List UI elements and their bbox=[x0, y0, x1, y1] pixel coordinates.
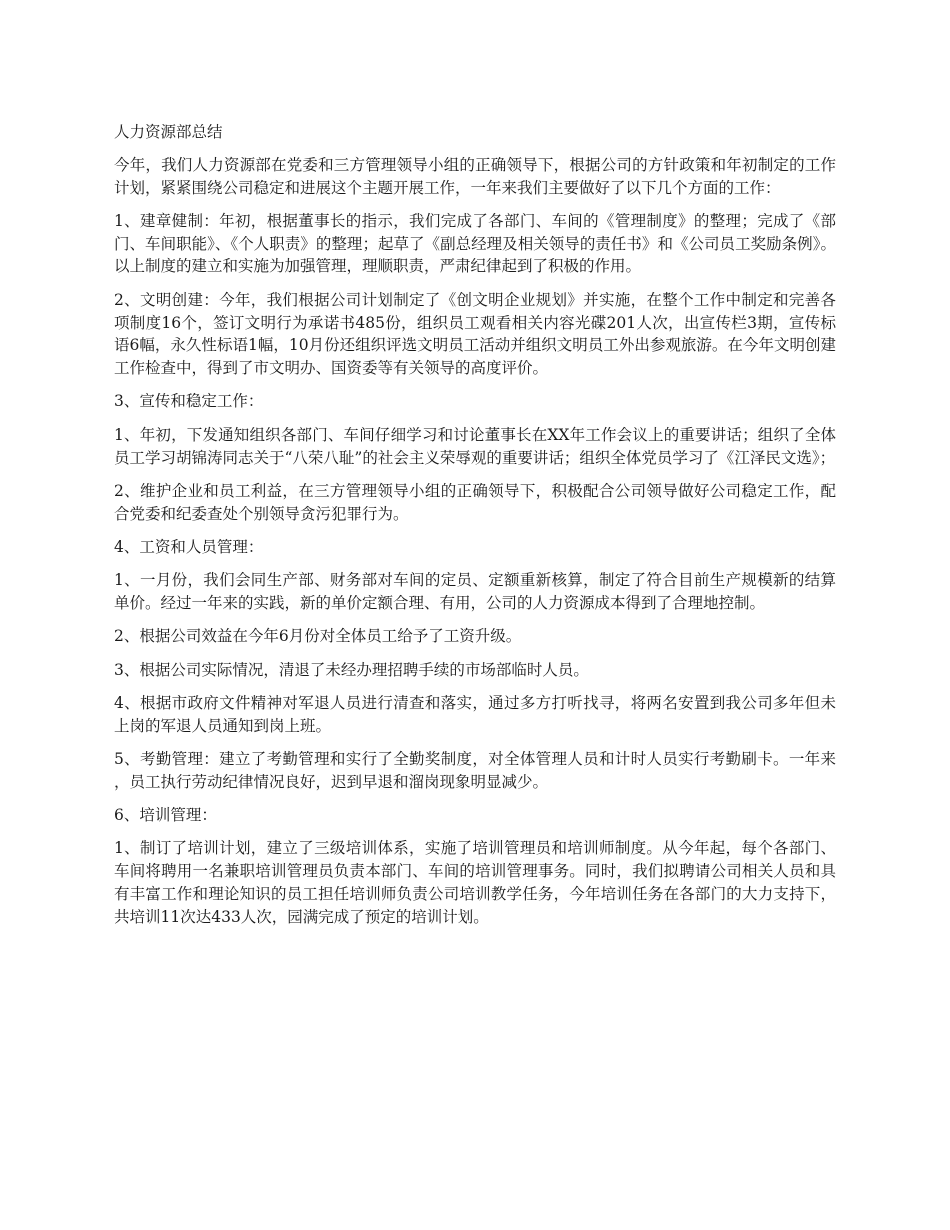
paragraph: 4、根据市政府文件精神对军退人员进行清查和落实，通过多方打听找寻，将两名安置到我公司多年但未上岗的军退人员通知到岗上班。 bbox=[114, 693, 836, 735]
paragraph: 今年，我们人力资源部在党委和三方管理领导小组的正确领导下，根据公司的方针政策和年初制定的工作计划，紧紧围绕公司稳定和进展这个主题开展工作，一年来我们主要做好了以下几个方面的工作： bbox=[114, 155, 836, 197]
document-title: 人力资源部总结 bbox=[114, 123, 223, 141]
paragraph: 2、根据公司效益在今年6月份对全体员工给予了工资升级。 bbox=[114, 627, 522, 646]
paragraph: 1、建章健制：年初，根据董事长的指示，我们完成了各部门、车间的《管理制度》的整理；完成了《部门、车间职能》、《个人职责》的整理；起草了《副总经理及相关领导的责任书》和《公司员工奖励条例》。以上制度的建立和实施为加强管理，理顺职责，严肃纪律起到了积极的作用。 bbox=[114, 211, 836, 276]
paragraph: 2、文明创建：今年，我们根据公司计划制定了《创文明企业规划》并实施，在整个工作中制定和完善各项制度16个，签订文明行为承诺书485份，组织员工观看相关内容光碟201人次，出宣传栏3期，宣传标语6幅，永久性标语1幅，10月份还组织评选文明员工活动并组织文明员工外出参观旅游。在今年文明创建工作检查中，得到了市文明办、国资委等有关领导的高度评价。 bbox=[114, 290, 836, 378]
section-heading: 6、培训管理： bbox=[114, 806, 217, 825]
paragraph: 1、年初，下发通知组织各部门、车间仔细学习和讨论董事长在XX年工作会议上的重要讲话；组织了全体员工学习胡锦涛同志关于“八荣八耻”的社会主义荣辱观的重要讲话；组织全体党员学习了《江泽民文选》； bbox=[114, 425, 836, 467]
paragraph: 1、制订了培训计划，建立了三级培训体系，实施了培训管理员和培训师制度。从今年起，每个各部门、车间将聘用一名兼职培训管理员负责本部门、车间的培训管理事务。同时，我们拟聘请公司相关人员和具有丰富工作和理论知识的员工担任培训师负责公司培训教学任务，今年培训任务在各部门的大力支持下，共培训11次达433人次，园满完成了预定的培训计划。 bbox=[114, 839, 836, 926]
paragraph: 1、一月份，我们会同生产部、财务部对车间的定员、定额重新核算，制定了符合目前生产规模新的结算单价。经过一年来的实践，新的单价定额合理、有用，公司的人力资源成本得到了合理地控制。 bbox=[114, 571, 836, 613]
section-heading: 4、工资和人员管理： bbox=[114, 537, 264, 556]
paragraph: 2、维护企业和员工利益，在三方管理领导小组的正确领导下，积极配合公司领导做好公司稳定工作，配合党委和纪委查处个别领导贪污犯罪行为。 bbox=[114, 481, 836, 523]
section-heading: 3、宣传和稳定工作： bbox=[114, 392, 264, 411]
paragraph: 5、考勤管理：建立了考勤管理和实行了全勤奖制度，对全体管理人员和计时人员实行考勤刷卡。一年来，员工执行劳动纪律情况良好，迟到早退和溜岗现象明显减少。 bbox=[114, 750, 836, 791]
document-body bbox=[114, 121, 836, 939]
paragraph: 3、根据公司实际情况，清退了未经办理招聘手续的市场部临时人员。 bbox=[114, 660, 589, 679]
